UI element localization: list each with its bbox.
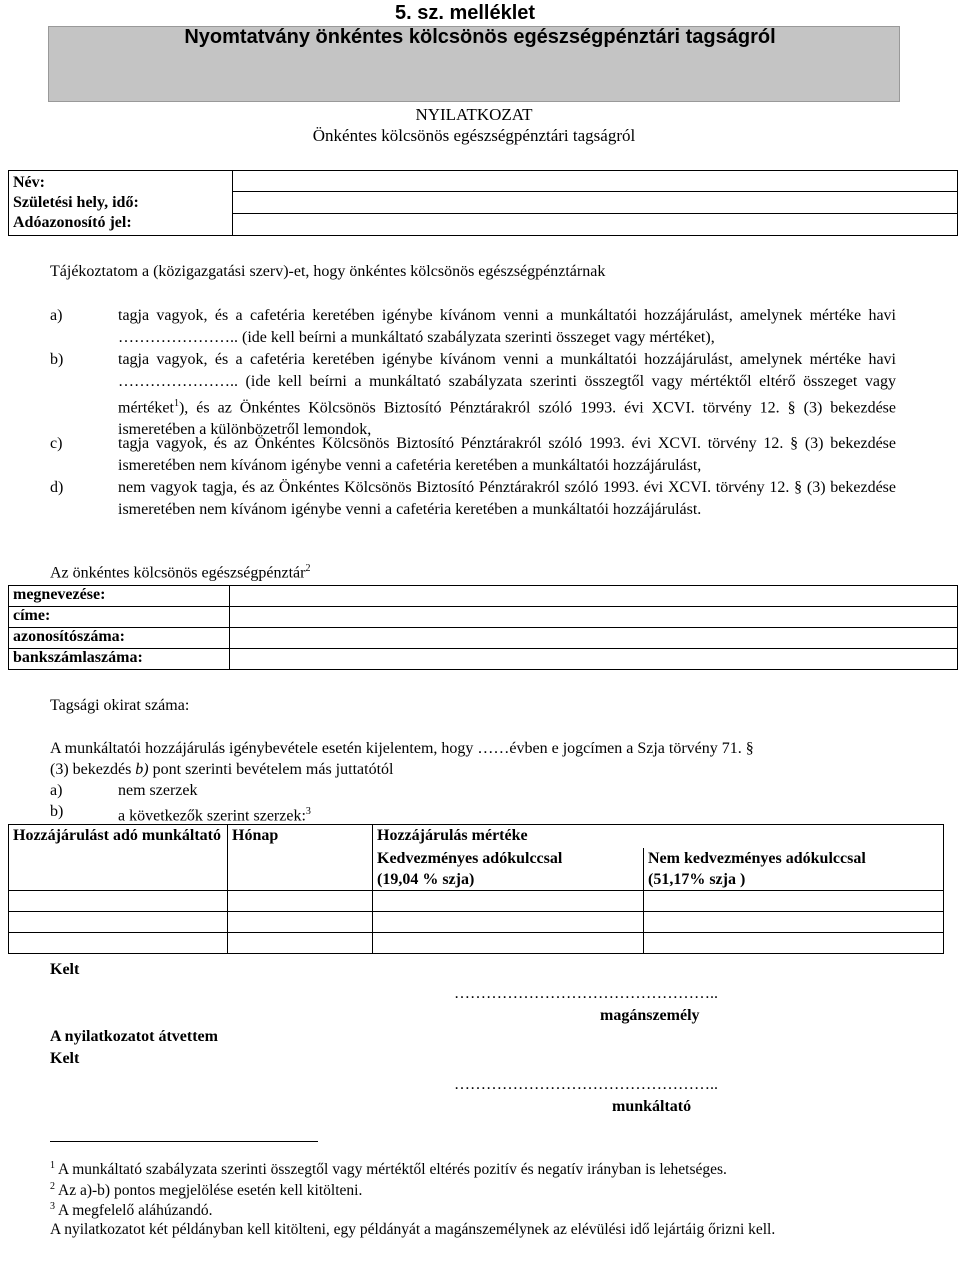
option-text: nem szerzek — [118, 782, 198, 799]
option-key: b) — [50, 351, 64, 368]
option-key: b) — [50, 803, 64, 820]
declaration-title: NYILATKOZAT — [415, 105, 533, 124]
employer-label: munkáltató — [612, 1098, 692, 1115]
fund-bank-label: bankszámlaszáma: — [9, 649, 230, 670]
col-nonpreferential-header — [644, 848, 944, 891]
birth-label-text: Születési hely, idő: — [13, 194, 139, 211]
option-b[interactable] — [50, 349, 896, 437]
contribution-table — [8, 824, 944, 954]
fund-bank-field[interactable] — [230, 649, 958, 670]
footnote-text: Az a)-b) pontos megjelölése esetén kell kitölteni. — [58, 1182, 363, 1200]
table-row — [9, 911, 944, 932]
option-a[interactable] — [50, 305, 896, 349]
tax-id-label-text: Adóazonosító jel: — [13, 214, 132, 231]
option-d[interactable] — [50, 477, 896, 543]
preferential-line2: (19,04 % szja) — [377, 870, 475, 888]
name-label-text: Név: — [13, 174, 45, 191]
date-label-1: Kelt — [50, 961, 80, 978]
income-line1: A munkáltatói hozzájárulás igénybevétele esetén kijelentem, hogy ……évben e jogcímen a Szja törvény 71. § — [50, 740, 754, 757]
option-key: d) — [50, 479, 64, 496]
declaration-heading — [0, 104, 948, 146]
fund-name-label: megnevezése: — [9, 586, 230, 607]
nonpreferential-line2: (51,17% szja ) — [648, 870, 746, 888]
option-text — [118, 349, 896, 441]
preferential-line1: Kedvezményes adókulccsal — [377, 849, 563, 867]
annex-label: 5. sz. melléklet — [395, 2, 536, 24]
col-employer-header: Hozzájárulást adó munkáltató — [9, 825, 228, 891]
footnote-number: 2 — [50, 1181, 55, 1192]
nonpreferential-line1: Nem kedvezményes adókulccsal — [648, 849, 866, 867]
option-key: a) — [50, 307, 63, 324]
income-option-b[interactable] — [50, 801, 900, 825]
fund-heading-text: Az önkéntes kölcsönös egészségpénztár — [50, 564, 306, 582]
fund-table — [8, 585, 958, 670]
declaration-subtitle: Önkéntes kölcsönös egészségpénztári tagságról — [312, 126, 636, 145]
footnote-number: 3 — [50, 1201, 55, 1212]
private-person-label: magánszemély — [600, 1007, 700, 1024]
page-title: Nyomtatvány önkéntes kölcsönös egészségpénztári tagságról — [184, 26, 776, 48]
name-field[interactable] — [233, 171, 957, 192]
col-month-header: Hónap — [228, 825, 373, 891]
income-b-text: a következők szerint szerzek: — [118, 807, 306, 825]
income-option-a[interactable] — [50, 780, 900, 801]
signature-line-employer[interactable]: ………………………………………….. — [454, 1076, 718, 1093]
option-text: nem vagyok tagja, és az Önkéntes Kölcsönös Biztosító Pénztárakról szóló 1993. évi XCVI. törvény 12. § (3) bekezdése ismeretében nem kívánom igénybe venni a cafetéria keretében a munkáltatói hozzájárulást. — [118, 479, 896, 518]
income-line2-pre: (3) bekezdés — [50, 761, 136, 778]
option-text — [118, 801, 311, 826]
table-row — [9, 890, 944, 911]
option-b-text-pre: tagja vagyok, és a cafetéria keretében igénybe kívánom venni a munkáltatói hozzájárulást, amelynek mértéke havi ………………….. (ide kell beírni a munkáltató szabályzata szerinti összegtől vagy mértéktől eltérő összeget vagy mértéket — [118, 351, 896, 417]
income-statement — [50, 738, 900, 825]
received-label: A nyilatkozatot átvettem — [50, 1028, 218, 1045]
date-label-2: Kelt — [50, 1050, 80, 1067]
footnote-text: A munkáltató szabályzata szerinti összegtől vagy mértéktől eltérés pozitív és negatív irányban is lehetséges. — [58, 1161, 727, 1179]
income-line2-post: pont szerinti bevételem más juttatótól — [148, 761, 394, 778]
inform-text: Tájékoztatom a (közigazgatási szerv)-et, hogy önkéntes kölcsönös egészségpénztárnak — [50, 263, 606, 280]
footnote-text: A megfelelő aláhúzandó. — [58, 1202, 213, 1220]
option-key: c) — [50, 435, 63, 452]
footnote-ref: 2 — [305, 563, 311, 574]
footnote-ref: 3 — [305, 806, 311, 817]
closing-note: A nyilatkozatot két példányban kell kitölteni, egy példányát a magánszemélynek az elévülési idő lejártáig őrizni kell. — [50, 1221, 776, 1238]
name-label — [9, 171, 233, 236]
fund-id-field[interactable] — [230, 628, 958, 649]
table-row — [9, 932, 944, 953]
fund-heading — [50, 563, 310, 582]
col-preferential-header — [373, 848, 644, 891]
fund-id-label: azonosítószáma: — [9, 628, 230, 649]
signature-line-private[interactable]: ………………………………………….. — [454, 985, 718, 1002]
birth-field[interactable] — [233, 192, 957, 214]
footnote-number: 1 — [50, 1160, 55, 1171]
footnote-divider — [50, 1141, 318, 1142]
personal-data-table — [8, 170, 958, 236]
income-line2 — [50, 759, 900, 780]
option-text: tagja vagyok, és az Önkéntes Kölcsönös Biztosító Pénztárakról szóló 1993. évi XCVI. törvény 12. § (3) bekezdése ismeretében nem kívánom igénybe venni a cafetéria keretében a munkáltatói hozzájárulást, — [118, 435, 896, 474]
personal-values — [233, 171, 958, 236]
fund-address-field[interactable] — [230, 607, 958, 628]
fund-name-field[interactable] — [230, 586, 958, 607]
membership-label: Tagsági okirat száma: — [50, 697, 190, 714]
option-key: a) — [50, 782, 63, 799]
footnote-3 — [50, 1197, 900, 1221]
col-rate-header: Hozzájárulás mértéke — [373, 825, 944, 848]
option-c[interactable] — [50, 433, 896, 477]
tax-id-field[interactable] — [233, 214, 957, 235]
fund-address-label: címe: — [9, 607, 230, 628]
income-line2-em: b) — [135, 761, 149, 778]
option-b-text-post: ), és az Önkéntes Kölcsönös Biztosító Pénztárakról szóló 1993. évi XCVI. törvény 12. § (3) bekezdése ismeretében a különbözetről lemondok, — [118, 399, 896, 439]
option-text: tagja vagyok, és a cafetéria keretében igénybe kívánom venni a munkáltatói hozzájárulást, amelynek mértéke havi ………………….. (ide kell beírni a munkáltató szabályzata szerinti összeget vagy mértéket), — [118, 307, 896, 346]
footnote-ref: 1 — [173, 398, 179, 409]
